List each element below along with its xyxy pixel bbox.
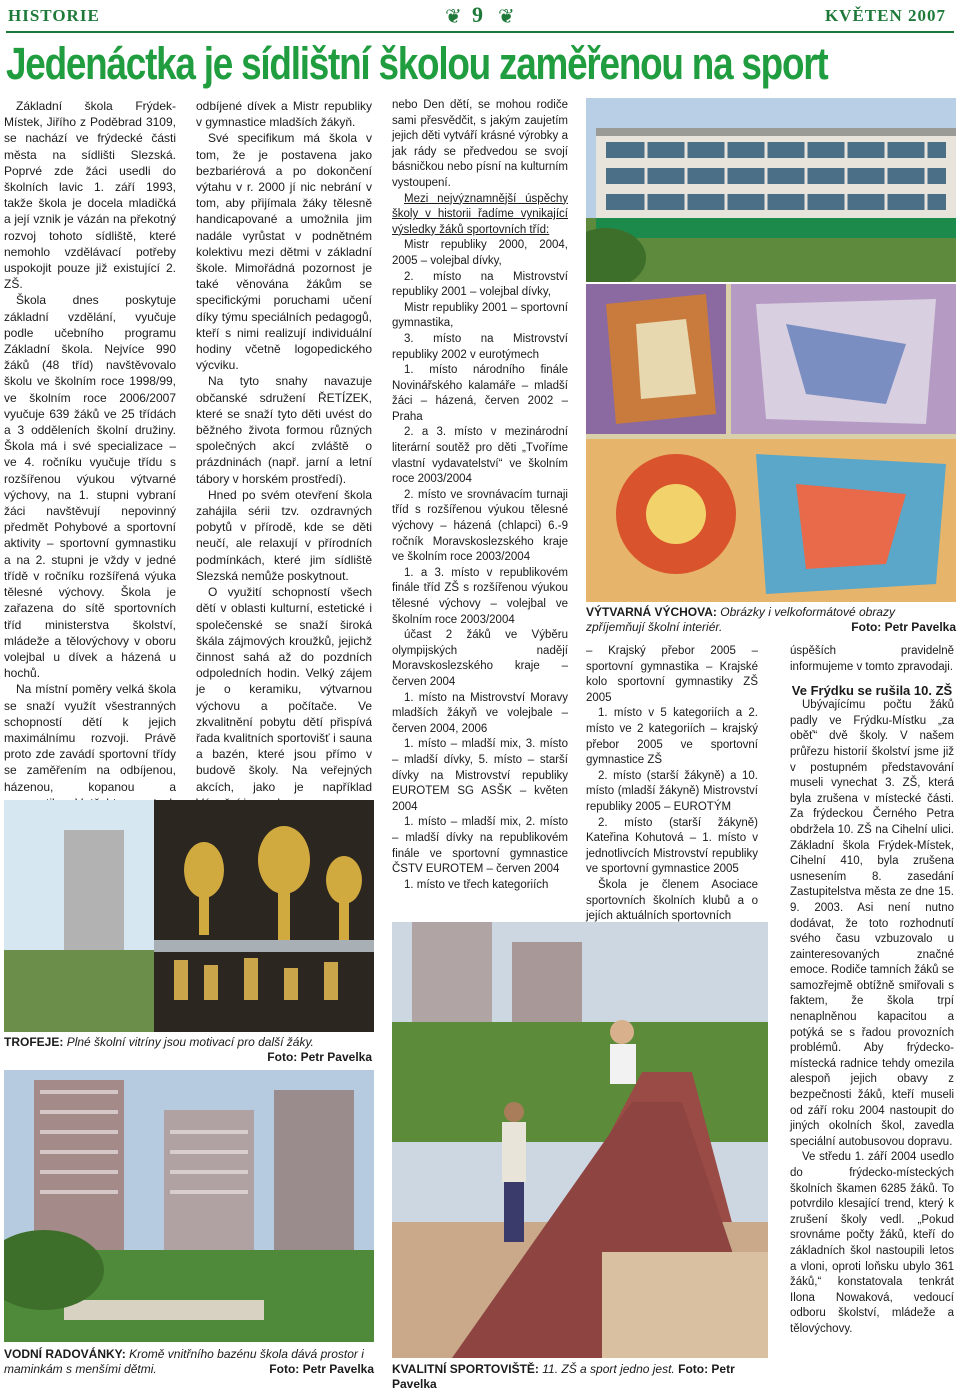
caption-text: Plné školní vitríny jsou motivací pro další žáky. [66,1035,314,1049]
flower-ornament-icon: ❦ [498,6,515,28]
photo-credit: Foto: Petr Pavelka [267,1050,372,1064]
article-column-2 [196,98,372,811]
achievement-item: 1. místo – mladší mix, 2. místo – mladší dívky na republikovém finále ve sportovní gymnastice ČSTV EUROTEM – červen 2004 [392,816,568,876]
trophy-caption [4,1035,372,1065]
paragraph: Hned po svém otevření škola zahájila sérii tzv. ozdravných pobytů v přírodě, kde se děti neučí, ale relaxují v přírodních podmínkách, které jim sídliště Slezská nemůže poskytnout. [196,487,372,583]
trophies-photo [4,800,374,1032]
photo-credit: Foto: Petr Pavelka [269,1362,374,1376]
caption-text: 11. ZŠ a sport jedno jest. [542,1362,675,1376]
pool-area-photo [4,1070,374,1342]
achievement-item: Mistr republiky 2001 – sportovní gymnastika, [392,301,568,330]
caption-label: VODNÍ RADOVÁNKY: [4,1347,126,1361]
achievement-item: 3. místo na Mistrovství republiky 2002 v eurotýmech [392,332,568,361]
achievements-heading: Mezi nejvýznamnější úspěchy školy v historii řadíme vynikající výsledky žáků sportovních tříd: [392,192,568,236]
sport-caption [392,1362,768,1392]
achievement-item: 1. místo ve třech kategoriích [404,878,549,891]
article-column-1 [4,98,176,876]
achievement-item: 2. místo na Mistrovství republiky 2001 – volejbal dívky, [392,270,568,299]
page-number: 9 [472,2,483,27]
paragraph: Ubývajícímu počtu žáků padly ve Frýdku-Místku „za oběť“ dvě školy. V našem průřezu historií školství jsme již v postupném představování museli vynechat 3. ZŠ, která byla zrušena v místecké části. Za frýdeckou Černého Petra obdržela 10. ZŠ na Cihelní ulici. Základní škola Frýdek-Místek, Cihelní 410, byla zrušena usnesením 8. zasedání Zastupitelstva města ze dne 15. 9. 2003. Asi není nutno dodávat, že toto rozhodnutí svého času vzbuzovalo u zainteresovaných značné emoce. Rodiče tamních žáků se samozřejmě obtížně smiřovali s faktem, že škola trpí nenaplněnou kapacitou a potýká se s řadou provozních problémů. Aby frýdecko-místecká radnice tehdy omezila alespoň jejich obavy z bezpečnosti žáků, kteří museli od září roku 2004 nastoupit do jiných okolních škol, zavedla speciální autobusovou dopravu. [790,699,954,1148]
achievement-item: 1. a 3. místo v republikovém finále tříd ZŠ s rozšířenou výukou tělesné výchovy – volejbal ve školním roce 2003/2004 [392,566,568,626]
sidebar-heading: Ve Frýdku se rušila 10. ZŠ [791,683,953,699]
article-column-5 [790,644,954,1338]
paragraph: Na místní poměry velká škola se snaží využít všestranných schopností dětí k jejich maximálnímu rozvoji. Právě proto zde zavádí sportovní třídy se zaměřením na odbíjenou, házenou, kopanou a [4,682,176,794]
paragraph: nebo Den dětí, se mohou rodiče sami přesvědčit, s jakým zaujetím jejich děti vytváří krásné výrobky a jak rády se předvedou se svojí básničkou nebo písní na kulturním vystoupení. [392,99,568,189]
achievement-item: 2. místo ve srovnávacím turnaji tříd s rozšířenou výukou tělesné výchovy – házená (chlapci) 6.-9 ročník Moravskoslezského kraje ve školním roce 2003/2004 [392,488,568,564]
achievement-item: 2. místo (starší žákyně) a 10. místo (mladší žákyně) Mistrovství republiky 2005 – EUROTÝM [586,769,758,813]
achievement-item: 1. místo na Mistrovství Moravy mladších žákyň ve volejbale – červen 2004, 2006 [392,691,568,735]
pool-caption [4,1347,374,1377]
achievement-item: 2. místo (starší žákyně) Kateřina Kohutová – 1. místo v jednotlivcích Mistrovství republiky ve sportovní gymnastice 2005 [586,816,758,876]
school-building-photo [586,98,956,282]
flower-ornament-icon: ❦ [445,6,462,28]
paragraph: odbíjené dívek a Mistr republiky v gymnastice mladších žákyň. [196,99,372,130]
section-label: HISTORIE [8,6,100,25]
achievement-item: 1. místo v 5 kategoriích a 2. místo ve 2 kategoriích – krajský přebor 2005 ve sportovní gymnastice ZŠ [586,707,758,767]
paragraph: Na tyto snahy navazuje občanské sdružení ŘETÍZEK, které se snaží tyto děti uvést do běžného života formou různých společných akcí zvláště o prázdninách (např. jarní a letní tábory v horském prostředí). [196,374,372,486]
caption-label: KVALITNÍ SPORTOVIŠTĚ: [392,1362,539,1376]
article-title: Jedenáctka je sídlištní školou zaměřenou na sport [6,38,828,89]
achievement-item: Mistr republiky 2000, 2004, 2005 – volejbal dívky, [392,239,568,267]
header-divider [6,31,954,33]
photo-credit: Foto: Petr Pavelka [392,1362,735,1391]
art-caption [586,605,956,635]
paragraph: Své specifikum má škola v tom, že je postavena jako bezbariérová a po dokončení výtahu v r. 2000 jí nic nebrání v tom, aby přijímala žáky tělesně handicapované a umožnila jim nadále vyrůstat v podnětném kolektivu mezi dětmi v základní škole. Mimořádná pozornost je také věnována žákům se specifickými poruchami učení díky týmu speciálních pedagogů, kteří s nimi realizují individuální hodiny včetně logopedického výcviku. [196,131,372,373]
paragraph: Ve středu 1. září 2004 usedlo do frýdecko-místeckých školních škamen 6285 žáků. To potvrdilo klesající trend, který k zrušení školy vedl. „Pokud srovnáme počty žáků, kteří do základních škol nastoupili letos a vloni, oproti loňsku ubylo 361 žáků,“ konstatovala tenkrát Ilona Nowaková, vedoucí odboru školství, mládeže a tělovýchovy. [790,1151,954,1335]
achievement-item: účast 2 žáků ve Výběru olympijských nadějí Moravskoslezského kraje – červen 2004 [392,629,568,688]
paragraph: Škola je členem Asociace sportovních školních klubů a o jejích aktuálních sportovních [586,878,758,923]
achievement-item: 1. místo národního finále Novinářského kalamáře – mladší žáci – házená, červen 2002 – Praha [392,364,568,423]
paragraph: úspěších pravidelně informujeme v tomto zpravodaji. [790,645,954,673]
photo-credit: Foto: Petr Pavelka [851,620,956,634]
caption-text: Kromě vnitřního bazénu škola dává prostor i maminkám s menšími dětmi. [4,1347,364,1376]
long-jump-photo [392,922,768,1358]
caption-label: TROFEJE: [4,1035,64,1049]
achievement-item: 2. a 3. místo v mezinárodní literární soutěž pro děti „Tvoříme vlastní vydavatelství“ ve školním roce 2003/2004 [392,426,568,486]
student-artwork-photo [586,284,956,602]
article-column-4 [586,644,758,925]
achievement-item: 1. místo – mladší mix, 3. místo – mladší dívky, 5. místo – starší dívky na Mistrovství republiky EUROTEM SG ASŠK – květen 2004 [392,738,568,813]
achievement-item: – Krajský přebor 2005 – sportovní gymnastika – Krajské kolo sportovní gymnastiky ZŠ 2005 [586,645,758,704]
paragraph: O využití schopností všech dětí v oblasti kulturní, estetické i společenské se snaží široká škála zájmových kroužků, jejichž činnost sahá až do pozdních odpoledních hodin. Velký zájem je o keramiku, výtvarnou výchovu a počítače. Ve zkvalitnění pobytu dětí přispívá řada kvalitních sportovišť i sauna a bazén, které jsou přímo v budově školy. Na veřejných akcích, jako je například [196,585,372,794]
issue-date: KVĚTEN 2007 [824,6,946,25]
paragraph: Základní škola Frýdek-Místek, Jiřího z Poděbrad 3109, se nachází ve frýdecké části města na sídlišti Slezská. Poprvé zde žáci usedli do školních lavic 1. září 1993, takže škola je docela mladičká a její vznik je vázán na překotný rozvoj tohoto sídliště, které nemohlo vzdělávací potřeby uspokojit pouze již existující 2. ZŠ. [4,99,176,292]
caption-text: Obrázky i velkoformátové obrazy zpříjemňují školní interiér. [586,605,895,634]
paragraph: Škola dnes poskytuje základní vzdělání, vyučuje podle učebního programu Základní škola. Nejvíce 990 žáků (48 tříd) navštěvovalo školu ve školním roce 1998/99, ve školním roce 2006/2007 vyučuje 639 žáků ve 25 třídách a 3 odděleních školní družiny. Škola má i své specializace – ve 4. ročníku vyučuje třídu s rozšířenou výukou výtvarné výchovy, na 1. stupni vybraní žáci navštěvují nepovinný předmět Pohybové a sportovní aktivity – sportovní gymnastiku a na 2. stupni je vždy v jedné třídě v ročníku rozšířená výuka tělesné výchovy. Škola je zařazena do sítě sportovních tříd ministerstva školství, mládeže a tělovýchovy v oboru volejbal u dívek a házená u hochů. [4,293,176,681]
caption-label: VÝTVARNÁ VÝCHOVA: [586,605,717,619]
article-column-3 [392,98,568,893]
